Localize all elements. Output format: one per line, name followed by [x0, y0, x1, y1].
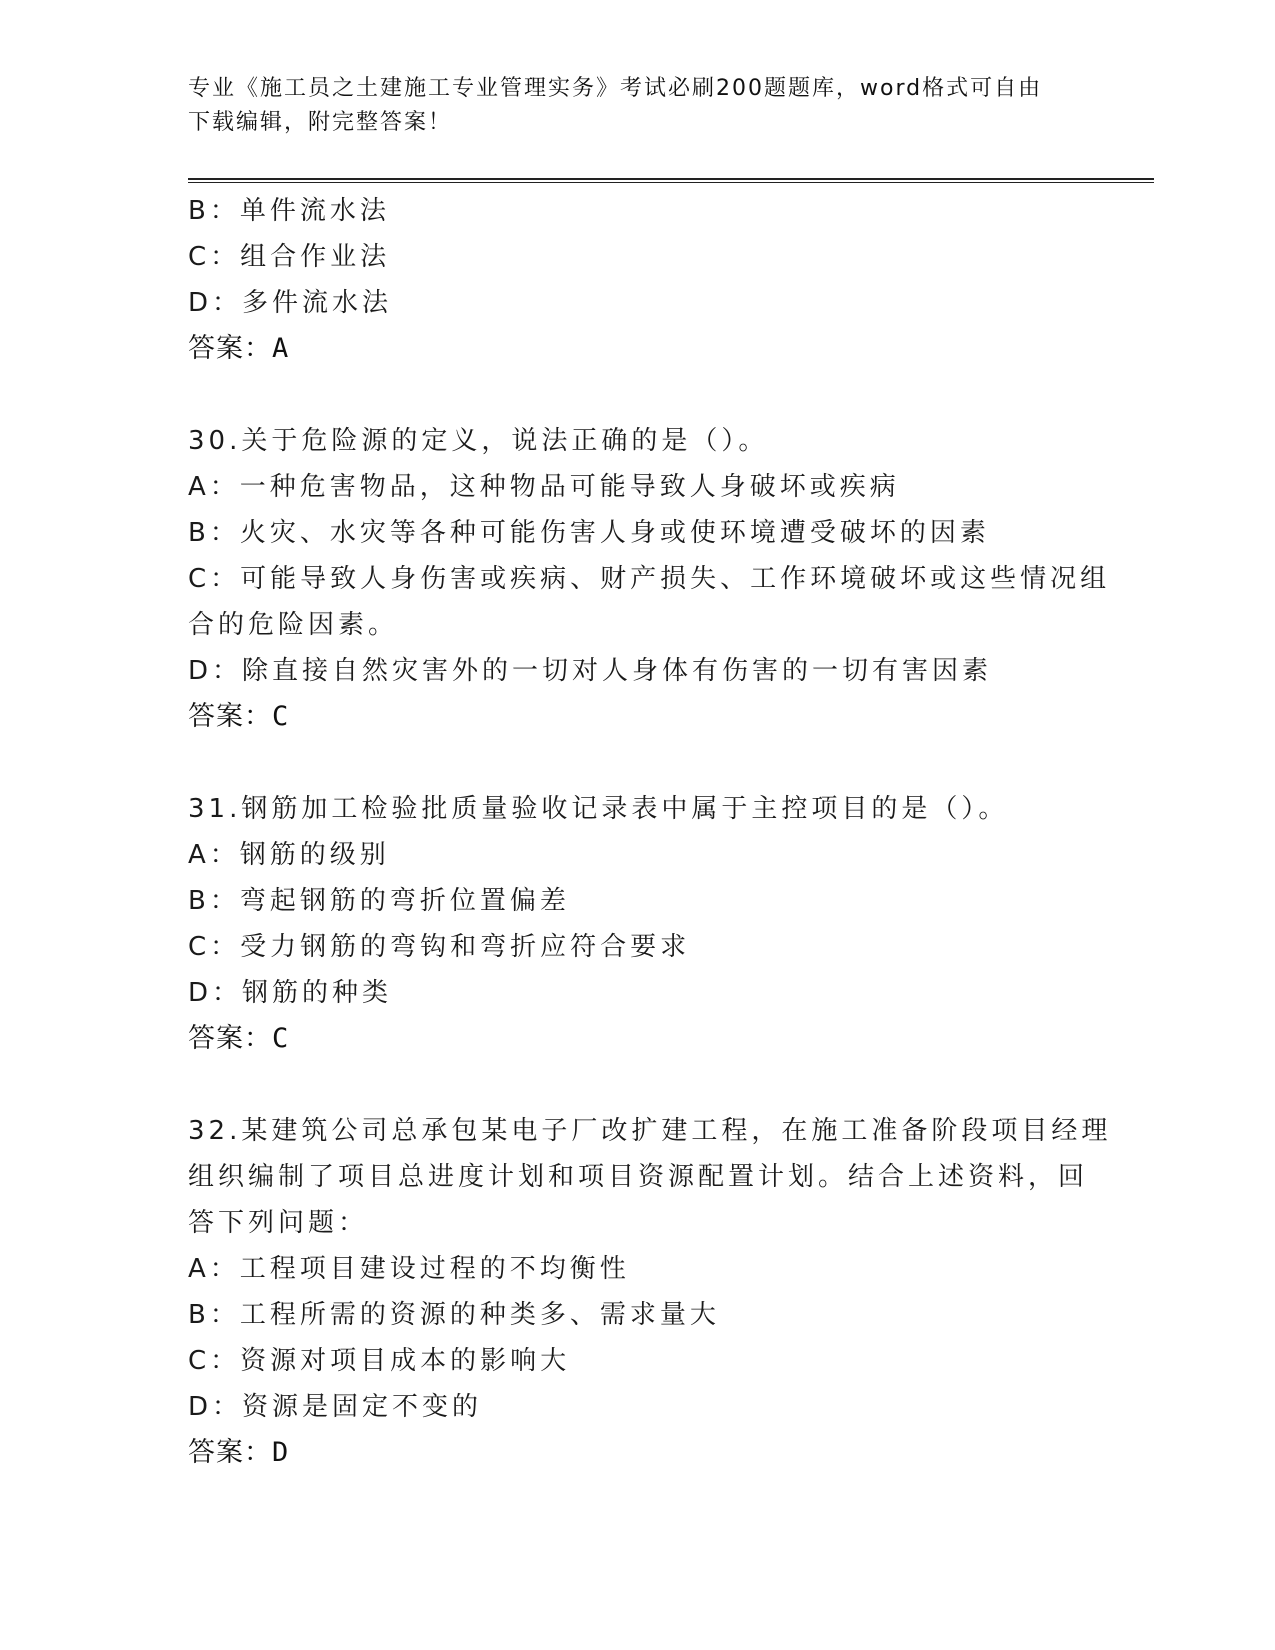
header-line-1: 专业《施工员之土建施工专业管理实务》考试必刷200题题库，word格式可自由 — [188, 76, 1043, 101]
question-stem-text: 某建筑公司总承包某电子厂改扩建工程，在施工准备阶段项目经理 — [241, 1116, 1112, 1146]
spacer — [188, 740, 1088, 786]
question-stem-continued: 组织编制了项目总进度计划和项目资源配置计划。结合上述资料，回 — [188, 1162, 1089, 1192]
option-a: A：一种危害物品，这种物品可能导致人身破坏或疾病 — [188, 472, 900, 502]
question-number: 31. — [188, 794, 242, 824]
spacer — [188, 372, 1088, 418]
option-b: B：弯起钢筋的弯折位置偏差 — [188, 886, 570, 916]
answer-line — [188, 1430, 1088, 1476]
spacer — [188, 1062, 1088, 1108]
question-stem-text: 钢筋加工检验批质量验收记录表中属于主控项目的是（）。 — [241, 794, 1009, 824]
option-d: D：钢筋的种类 — [188, 978, 393, 1008]
answer-label: 答案： — [188, 333, 272, 364]
answer-label: 答案： — [188, 1437, 272, 1468]
option-b: B：火灾、水灾等各种可能伤害人身或使环境遭受破坏的因素 — [188, 518, 990, 548]
question-stem-text: 关于危险源的定义，说法正确的是（）。 — [241, 426, 769, 456]
question-number: 30. — [188, 426, 242, 456]
header-divider — [188, 178, 1154, 183]
answer-value: C — [272, 701, 290, 732]
answer-value: D — [272, 1437, 290, 1468]
header-line-2: 下载编辑，附完整答案！ — [188, 110, 453, 135]
question-30 — [188, 418, 1111, 740]
option-a: A：工程项目建设过程的不均衡性 — [188, 1254, 630, 1284]
answer-line — [188, 326, 1088, 372]
answer-value: C — [272, 1023, 290, 1054]
question-number: 32. — [188, 1116, 242, 1146]
option-c: C：可能导致人身伤害或疾病、财产损失、工作环境破坏或这些情况组 — [188, 564, 1111, 594]
option-b: B：单件流水法 — [188, 196, 390, 226]
question-32 — [188, 1108, 1112, 1476]
option-b: B：工程所需的资源的种类多、需求量大 — [188, 1300, 720, 1330]
question-stem — [188, 786, 1088, 832]
question-stem-continued: 答下列问题： — [188, 1208, 369, 1238]
question-29-continuation — [188, 188, 1088, 372]
option-c: C：受力钢筋的弯钩和弯折应符合要求 — [188, 932, 691, 962]
option-c-continued: 合的危险因素。 — [188, 610, 399, 640]
answer-line — [188, 1016, 1088, 1062]
question-list — [188, 188, 1112, 1476]
option-a: A：钢筋的级别 — [188, 840, 390, 870]
answer-label: 答案： — [188, 701, 272, 732]
option-c: C：资源对项目成本的影响大 — [188, 1346, 571, 1376]
answer-value: A — [272, 333, 290, 364]
answer-label: 答案： — [188, 1023, 272, 1054]
question-stem — [188, 1108, 1112, 1154]
question-stem — [188, 418, 1088, 464]
option-d: D：多件流水法 — [188, 288, 393, 318]
document-header — [188, 72, 1068, 140]
option-c: C：组合作业法 — [188, 242, 391, 272]
option-d: D：资源是固定不变的 — [188, 1392, 483, 1422]
option-d: D：除直接自然灾害外的一切对人身体有伤害的一切有害因素 — [188, 656, 993, 686]
question-31 — [188, 786, 1088, 1062]
answer-line — [188, 694, 1088, 740]
